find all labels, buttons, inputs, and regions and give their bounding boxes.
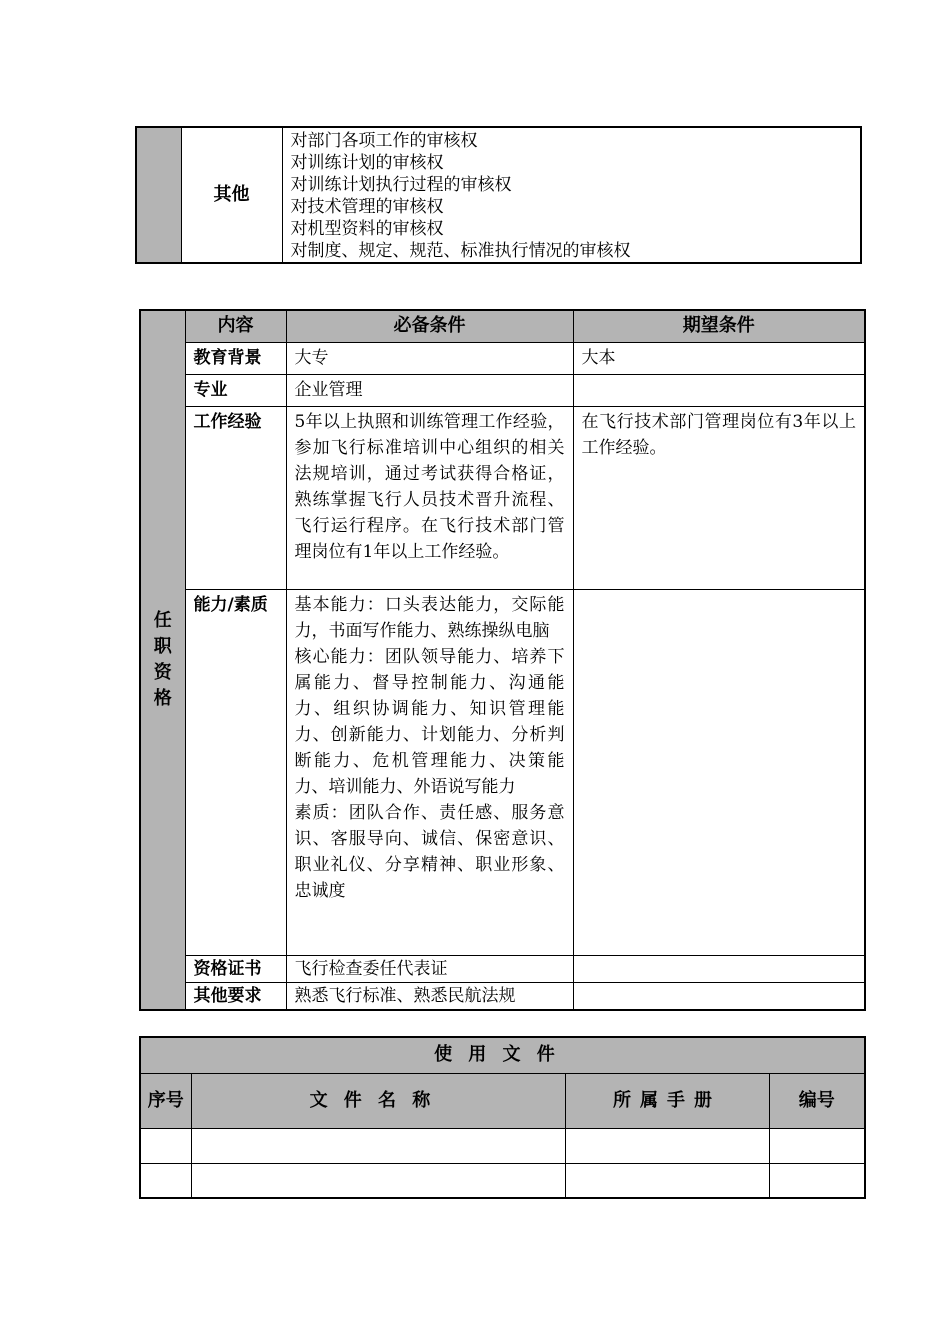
major-desired — [573, 374, 865, 406]
row-label-major: 专业 — [185, 374, 286, 406]
experience-required: 5年以上执照和训练管理工作经验，参加飞行标准培训中心组织的相关法规培训，通过考试获得合格证，熟练掌握飞行人员技术晋升流程、飞行运行程序。在飞行技术部门管理岗位有1年以上工作经验。 — [286, 406, 573, 589]
row-label-ability: 能力/素质 — [185, 589, 286, 955]
doc-index-cell — [140, 1163, 191, 1198]
education-desired: 大本 — [573, 342, 865, 374]
ability-basic: 基本能力：口头表达能力，交际能力，书面写作能力、熟练操纵电脑 — [294, 594, 565, 641]
doc-name-cell — [191, 1128, 565, 1163]
ability-quality: 素质：团队合作、责任感、服务意识、客服导向、诚信、保密意识、职业礼仪、分享精神、职业形象、忠诚度 — [294, 802, 565, 901]
permission-item: 对制度、规定、规范、标准执行情况的审核权 — [290, 241, 631, 261]
major-required: 企业管理 — [286, 374, 573, 406]
documents-table — [139, 1036, 866, 1199]
header-doc-name: 文件名称 — [191, 1073, 565, 1128]
permission-item: 对部门各项工作的审核权 — [290, 131, 478, 151]
row-label-experience: 工作经验 — [185, 406, 286, 589]
certificate-desired — [573, 955, 865, 982]
row-label-education: 教育背景 — [185, 342, 286, 374]
permission-item: 对训练计划执行过程的审核权 — [290, 175, 512, 195]
header-manual: 所属手册 — [565, 1073, 769, 1128]
side-gray-cell — [136, 127, 181, 263]
doc-code-cell — [769, 1128, 865, 1163]
qualifications-side-label: 任 职 资 格 — [140, 310, 185, 1010]
ability-required — [286, 589, 573, 955]
doc-manual-cell — [565, 1128, 769, 1163]
doc-manual-cell — [565, 1163, 769, 1198]
education-required: 大专 — [286, 342, 573, 374]
permission-item: 对技术管理的审核权 — [290, 197, 444, 217]
permissions-table — [135, 126, 862, 264]
qualifications-table — [139, 309, 866, 1011]
permission-item: 对训练计划的审核权 — [290, 153, 444, 173]
experience-desired: 在飞行技术部门管理岗位有3年以上工作经验。 — [573, 406, 865, 589]
doc-code-cell — [769, 1163, 865, 1198]
header-index: 序号 — [140, 1073, 191, 1128]
other-desired — [573, 982, 865, 1010]
other-required: 熟悉飞行标准、熟悉民航法规 — [286, 982, 573, 1010]
ability-core: 核心能力：团队领导能力、培养下属能力、督导控制能力、沟通能力、组织协调能力、知识管理能力、创新能力、计划能力、分析判断能力、危机管理能力、决策能力、培训能力、外语说写能力 — [294, 646, 565, 797]
documents-title: 使用文件 — [140, 1037, 865, 1073]
header-required: 必备条件 — [286, 310, 573, 342]
permissions-list — [282, 127, 861, 263]
header-content: 内容 — [185, 310, 286, 342]
doc-index-cell — [140, 1128, 191, 1163]
ability-desired — [573, 589, 865, 955]
doc-name-cell — [191, 1163, 565, 1198]
permissions-label: 其他 — [181, 127, 282, 263]
row-label-other: 其他要求 — [185, 982, 286, 1010]
permission-item: 对机型资料的审核权 — [290, 219, 444, 239]
certificate-required: 飞行检查委任代表证 — [286, 955, 573, 982]
row-label-certificate: 资格证书 — [185, 955, 286, 982]
header-desired: 期望条件 — [573, 310, 865, 342]
header-code: 编号 — [769, 1073, 865, 1128]
